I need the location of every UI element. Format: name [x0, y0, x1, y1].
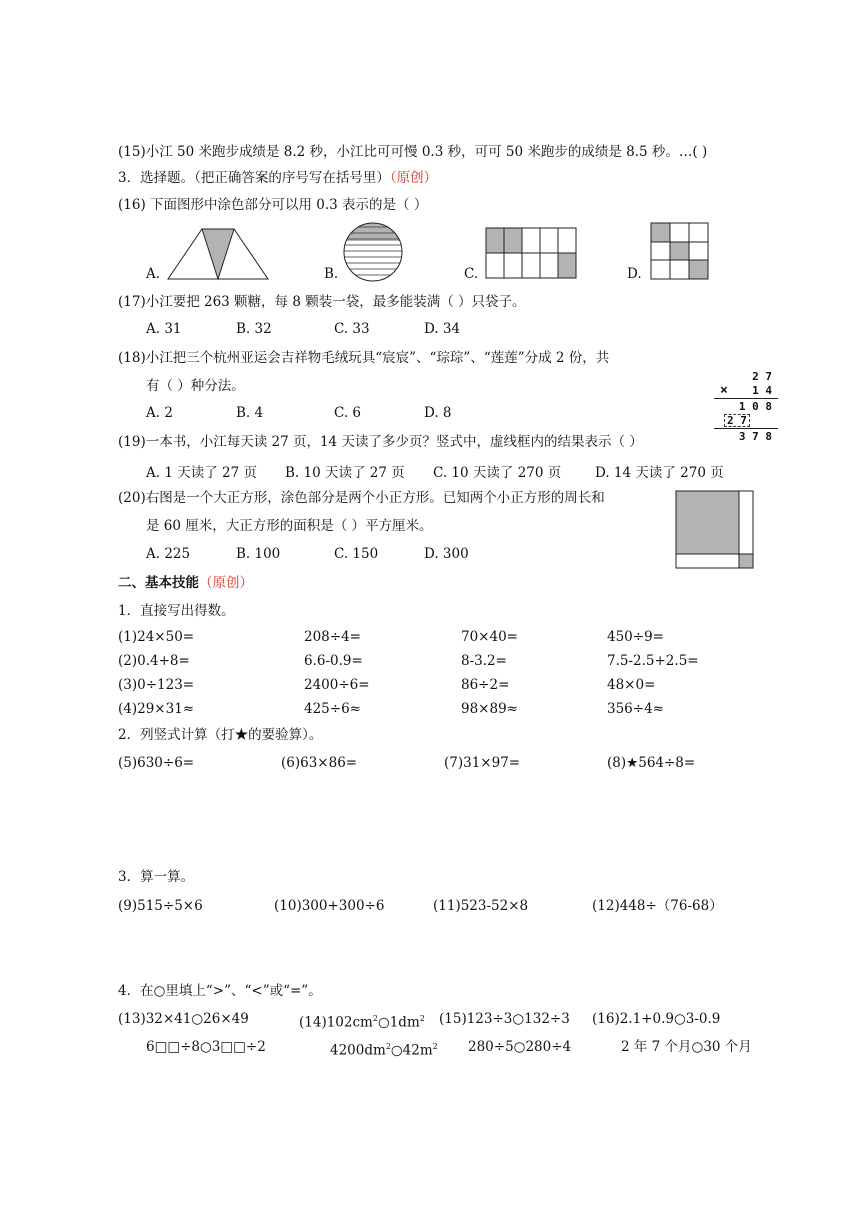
vertical-calc-5: (5)630÷6= [118, 755, 195, 771]
section-3-title: 3．选择题。（把正确答案的序号写在括号里） [118, 170, 390, 186]
compare-14-left: (14)102cm [299, 1014, 373, 1031]
vertical-calc-6: (6)63×86= [281, 755, 358, 771]
grid-3x3-figure [649, 221, 711, 281]
calc-row-2-col-3: 8-3.2= [461, 653, 507, 669]
question-20-stem-line1: (20)右图是一个大正方形，涂色部分是两个小正方形。已知两个小正方形的周长和 [118, 490, 605, 506]
compute-10: (10)300+300÷6 [274, 898, 385, 914]
q18-option-b: B. 4 [236, 405, 264, 421]
question-18-stem-line1: (18)小江把三个杭州亚运会吉祥物毛绒玩具“宸宸”、“琮琮”、“莲莲”分成 2 份，共 [118, 350, 610, 366]
compare-13: (13)32×41○26×49 [118, 1011, 249, 1027]
mult-row-2: 1 4 [752, 384, 772, 397]
times-sign: × [720, 383, 728, 398]
superscript-2: 2 [419, 1014, 425, 1023]
calc-row-1-col-4: 450÷9= [607, 629, 664, 645]
compare-15b: 280÷5○280÷4 [468, 1039, 572, 1055]
compute-9: (9)515÷5×6 [118, 898, 203, 914]
dashed-box-row: 2 7 [724, 414, 750, 427]
question-17-stem: (17)小江要把 263 颗糖，每 8 颗装一袋，最多能装满（ ）只袋子。 [118, 294, 526, 310]
calc-row-4-col-1: (4)29×31≈ [118, 701, 195, 717]
original-tag: （原创） [389, 170, 438, 186]
option-c-label: C. [464, 266, 479, 282]
compare-16: (16)2.1+0.9○3-0.9 [592, 1011, 721, 1027]
q20-option-c: C. 150 [334, 546, 379, 562]
calc-row-3-col-3: 86÷2= [461, 677, 510, 693]
q17-option-a: A. 31 [146, 321, 182, 337]
mult-row-1: 2 7 [752, 370, 772, 383]
vertical-multiplication [712, 370, 782, 446]
question-18-stem-line2: 有（ ）种分法。 [146, 378, 245, 394]
q18-option-c: C. 6 [334, 405, 362, 421]
part-2-title: 二、基本技能 [118, 575, 199, 591]
compare-14b-right: ○42m [390, 1042, 433, 1059]
vertical-calc-8: (8)★564÷8= [607, 755, 696, 771]
subsection-2-title: 2．列竖式计算（打★的要验算）。 [118, 727, 323, 743]
q19-option-a: A. 1 天读了 27 页 [146, 465, 257, 481]
question-20-stem-line2: 是 60 厘米，大正方形的面积是（ ）平方厘米。 [146, 518, 433, 534]
mult-result: 3 7 8 [738, 430, 772, 443]
option-b-label: B. [324, 266, 339, 282]
part-2-tag: （原创） [199, 575, 253, 591]
calc-row-3-col-2: 2400÷6= [304, 677, 370, 693]
q17-option-d: D. 34 [424, 321, 461, 337]
q20-option-a: A. 225 [146, 546, 191, 562]
calc-row-1-col-2: 208÷4= [304, 629, 361, 645]
q18-option-a: A. 2 [146, 405, 173, 421]
trapezoid-figure [166, 227, 270, 281]
compare-13b: 6□□÷8○3□□÷2 [146, 1039, 266, 1055]
superscript-2: 2 [372, 1014, 378, 1023]
part-2-heading [118, 574, 253, 592]
vertical-calc-7: (7)31×97= [444, 755, 521, 771]
calc-row-3-col-1: (3)0÷123= [118, 677, 195, 693]
subsection-1-title: 1．直接写出得数。 [118, 603, 235, 619]
q17-option-c: C. 33 [334, 321, 370, 337]
compare-14-right: ○1dm [377, 1014, 420, 1031]
superscript-2: 2 [432, 1042, 438, 1051]
calc-row-4-col-4: 356÷4≈ [607, 701, 664, 717]
question-16-stem: (16) 下面图形中涂色部分可以用 0.3 表示的是（ ） [118, 197, 428, 213]
striped-circle-figure [342, 221, 404, 283]
compare-15: (15)123÷3○132÷3 [439, 1011, 570, 1027]
q20-option-b: B. 100 [236, 546, 281, 562]
calc-row-2-col-2: 6.6-0.9= [304, 653, 363, 669]
option-a-label: A. [146, 266, 161, 282]
subsection-4-title: 4．在○里填上“>”、“<”或“=”。 [118, 983, 322, 999]
q20-option-d: D. 300 [424, 546, 469, 562]
subsection-3-title: 3．算一算。 [118, 869, 195, 885]
mult-row-3: 1 0 8 [738, 400, 772, 413]
option-d-label: D. [627, 266, 642, 282]
q19-option-b: B. 10 天读了 27 页 [285, 465, 405, 481]
calc-row-4-col-3: 98×89≈ [461, 701, 518, 717]
compare-16b: 2 年 7 个月○30 个月 [621, 1039, 752, 1055]
question-15: (15)小江 50 米跑步成绩是 8.2 秒，小江比可可慢 0.3 秒，可可 50 米跑步的成绩是 8.5 秒。…( ) [118, 144, 708, 160]
compare-14 [299, 1010, 425, 1032]
superscript-2: 2 [385, 1042, 391, 1051]
calc-row-3-col-4: 48×0= [607, 677, 656, 693]
q18-option-d: D. 8 [424, 405, 452, 421]
section-3-heading [118, 169, 437, 187]
big-square-figure [675, 490, 755, 570]
calc-row-4-col-2: 425÷6≈ [304, 701, 361, 717]
q19-option-d: D. 14 天读了 270 页 [595, 465, 724, 481]
question-19-stem: (19)一本书，小江每天读 27 页，14 天读了多少页？竖式中，虚线框内的结果表示（ ） [118, 434, 643, 450]
calc-row-2-col-1: (2)0.4+8= [118, 653, 190, 669]
calc-row-1-col-3: 70×40= [461, 629, 518, 645]
q17-option-b: B. 32 [236, 321, 272, 337]
compare-14b [330, 1038, 438, 1060]
q19-option-c: C. 10 天读了 270 页 [433, 465, 562, 481]
calc-row-1-col-1: (1)24×50= [118, 629, 195, 645]
grid-2x5-figure [484, 226, 578, 280]
calc-row-2-col-4: 7.5-2.5+2.5= [607, 653, 699, 669]
compute-11: (11)523-52×8 [433, 898, 529, 914]
compare-14b-left: 4200dm [330, 1042, 386, 1059]
compute-12: (12)448÷（76-68） [592, 898, 723, 914]
